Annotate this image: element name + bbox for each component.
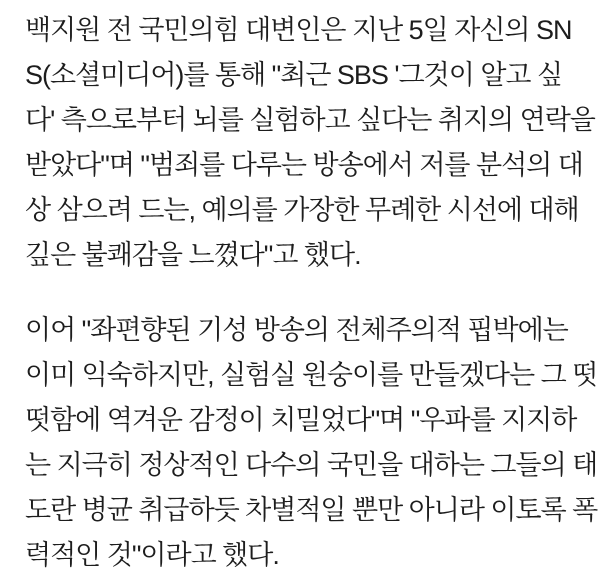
article-line: 는 지극히 정상적인 다수의 국민을 대하는 그들의 태 — [25, 450, 598, 480]
article-line: 력적인 것"이라고 했다. — [25, 540, 279, 570]
article-line: 떳함에 역겨운 감정이 치밀었다"며 "우파를 지지하 — [25, 405, 577, 435]
article-line: 이어 "좌편향된 기성 방송의 전체주의적 핍박에는 — [25, 315, 568, 345]
article-line: 백지원 전 국민의힘 대변인은 지난 5일 자신의 SN — [25, 15, 572, 45]
article-line: 깊은 불쾌감을 느꼈다"고 했다. — [25, 240, 361, 270]
article-line: 도란 병균 취급하듯 차별적일 뿐만 아니라 이토록 폭 — [25, 495, 598, 525]
paragraph-2 — [25, 308, 598, 578]
article-line: 상 삼으려 드는, 예의를 가장한 무례한 시선에 대해 — [25, 195, 579, 225]
article-line: S(소셜미디어)를 통해 "최근 SBS '그것이 알고 싶 — [25, 60, 563, 90]
article-line: 이미 익숙하지만, 실험실 원숭이를 만들겠다는 그 떳 — [25, 360, 598, 390]
paragraph-1 — [25, 8, 595, 278]
article-line: 다' 측으로부터 뇌를 실험하고 싶다는 취지의 연락을 — [25, 105, 595, 135]
article-line: 받았다"며 "범죄를 다루는 방송에서 저를 분석의 대 — [25, 150, 583, 180]
